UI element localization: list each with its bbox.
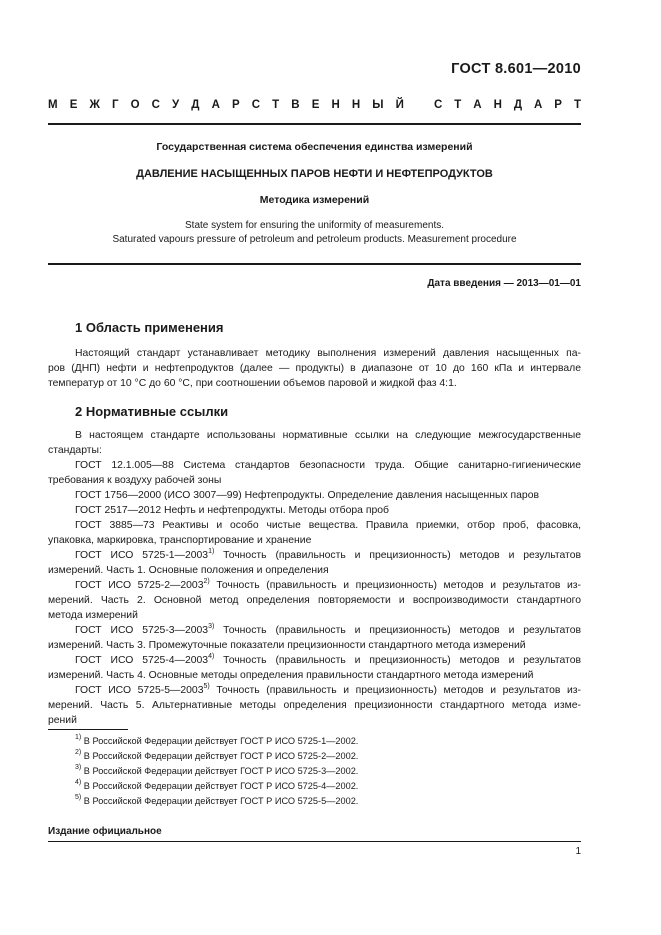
- footnote-text: В Российской Федерации действует ГОСТ Р ИСО 5725-4—2002.: [81, 781, 359, 791]
- banner-letter: У: [172, 99, 180, 111]
- text-line: рений: [48, 715, 77, 726]
- banner-letter: В: [291, 99, 300, 111]
- banner-letter: Т: [272, 99, 280, 111]
- banner-letter: Р: [554, 99, 562, 111]
- reference-code: ГОСТ ИСО 5725-4—2003: [75, 655, 209, 666]
- footnote-mark: 2): [75, 749, 82, 756]
- banner-letter: Ж: [89, 99, 100, 111]
- text-line: мерений. Часть 2. Основной метод определения повторяемости и воспроизводимости стандартного: [48, 595, 581, 606]
- banner-letter: Ы: [372, 99, 384, 111]
- english-title-line-2: Saturated vapours pressure of petroleum and petroleum products. Measurement procedure: [112, 234, 517, 245]
- banner-letter: Н: [351, 99, 361, 111]
- document-number: ГОСТ 8.601—2010: [451, 61, 581, 77]
- text-line: [48, 578, 581, 593]
- banner-letter: Й: [395, 99, 404, 111]
- banner-letter: А: [211, 99, 220, 111]
- footnote-mark: 2): [203, 578, 210, 585]
- text-line: метода измерений: [48, 610, 138, 621]
- footnote-text: В Российской Федерации действует ГОСТ Р ИСО 5725-1—2002.: [81, 736, 359, 746]
- banner-letter: С: [434, 99, 443, 111]
- reference-title: Точность (правильность и прецизионность) методов и результатов: [214, 550, 581, 561]
- banner-letter: С: [151, 99, 160, 111]
- reference-title: Точность (правильность и прецизионность) методов и результатов из-: [209, 685, 582, 696]
- footnote-text: В Российской Федерации действует ГОСТ Р ИСО 5725-3—2002.: [81, 766, 359, 776]
- text-line: Настоящий стандарт устанавливает методику выполнения измерений давления насыщенных па-: [75, 348, 581, 359]
- text-line: [48, 683, 581, 698]
- banner-letter: Н: [331, 99, 340, 111]
- text-line: температур от 10 °С до 60 °С, при соотношении объемов паровой и жидкой фаз 4:1.: [48, 378, 457, 389]
- text-line: ГОСТ 12.1.005—88 Система стандартов безопасности труда. Общие санитарно-гигиенические: [75, 460, 581, 471]
- footnote-mark: 1): [75, 734, 82, 741]
- banner-letter: М: [48, 99, 58, 111]
- text-line: измерений. Часть 1. Основные положения и определения: [48, 565, 329, 576]
- section-2-heading: 2 Нормативные ссылки: [75, 404, 229, 419]
- text-line: измерений. Часть 3. Промежуточные показатели прецизионности стандартного метода измерений: [48, 640, 526, 651]
- edition-label: Издание официальное: [48, 826, 162, 837]
- text-line: В настоящем стандарте использованы нормативные ссылки на следующие межгосударственные: [75, 430, 581, 441]
- section-1-heading: 1 Область применения: [75, 320, 224, 335]
- introduction-date: Дата введения — 2013—01—01: [427, 278, 581, 289]
- banner-letter: А: [534, 99, 543, 111]
- document-subtitle: Методика измерений: [259, 194, 370, 206]
- footnote-mark: 4): [75, 779, 82, 786]
- footnote-mark: 5): [203, 683, 210, 690]
- banner-letter: Т: [573, 99, 581, 111]
- banner-letter: А: [473, 99, 482, 111]
- footnotes: [75, 734, 358, 809]
- footnote: [75, 749, 358, 764]
- reference-code: ГОСТ ИСО 5725-3—2003: [75, 625, 209, 636]
- text-line: ГОСТ 2517—2012 Нефть и нефтепродукты. Методы отбора проб: [75, 505, 389, 516]
- banner-letter: Т: [454, 99, 462, 111]
- banner-letter: Е: [69, 99, 78, 111]
- banner-letter: Н: [493, 99, 502, 111]
- banner-letter: Е: [311, 99, 320, 111]
- reference-title: Точность (правильность и прецизионность) методов и результатов: [214, 655, 581, 666]
- text-line: [48, 623, 581, 638]
- footnote: [75, 734, 358, 749]
- footnote-mark: 3): [75, 764, 82, 771]
- footnote: [75, 794, 358, 809]
- text-line: ров (ДНП) нефти и нефтепродуктов (далее — продукты) в диапазоне от 10 до 160 кПа и интервале: [48, 363, 581, 374]
- footnote-mark: 4): [208, 653, 215, 660]
- english-title-line-1: State system for ensuring the uniformity of measurements.: [185, 220, 444, 231]
- standard-word: [434, 99, 581, 111]
- interstate-word: [48, 99, 404, 111]
- system-title: Государственная система обеспечения единства измерений: [156, 141, 473, 153]
- footnote-text: В Российской Федерации действует ГОСТ Р ИСО 5725-5—2002.: [81, 796, 359, 806]
- text-line: требования к воздуху рабочей зоны: [48, 475, 222, 486]
- footnote: [75, 779, 358, 794]
- footer-divider: [48, 841, 581, 842]
- footnote-mark: 1): [208, 548, 215, 555]
- section-1-body: [48, 346, 581, 391]
- reference-title: Точность (правильность и прецизионность) методов и результатов: [214, 625, 581, 636]
- footnote: [75, 764, 358, 779]
- document-title: ДАВЛЕНИЕ НАСЫЩЕННЫХ ПАРОВ НЕФТИ И НЕФТЕПРОДУКТОВ: [136, 168, 493, 180]
- banner-letter: Р: [231, 99, 240, 111]
- reference-code: ГОСТ ИСО 5725-1—2003: [75, 550, 209, 561]
- text-line: [48, 548, 581, 563]
- text-line: измерений. Часть 4. Основные методы определения правильности стандартного метода измерений: [48, 670, 534, 681]
- footnote-mark: 3): [208, 623, 215, 630]
- top-divider: [48, 123, 581, 125]
- page-number: 1: [575, 846, 581, 857]
- reference-title: Точность (правильность и прецизионность) методов и результатов из-: [209, 580, 582, 591]
- reference-code: ГОСТ ИСО 5725-2—2003: [75, 580, 204, 591]
- banner-letter: О: [130, 99, 140, 111]
- footnote-separator: [48, 729, 128, 730]
- banner-letter: С: [251, 99, 261, 111]
- banner-letter: Д: [191, 99, 200, 111]
- text-line: стандарты:: [48, 445, 102, 456]
- banner-letter: Г: [111, 99, 119, 111]
- footnote-mark: 5): [75, 794, 82, 801]
- text-line: [48, 653, 581, 668]
- text-line: ГОСТ 1756—2000 (ИСО 3007—99) Нефтепродукты. Определение давления насыщенных паров: [75, 490, 540, 501]
- text-line: упаковка, маркировка, транспортирование и хранение: [48, 535, 312, 546]
- text-line: мерений. Часть 5. Альтернативные методы определения прецизионности стандартного метода изме-: [48, 700, 581, 711]
- footnote-text: В Российской Федерации действует ГОСТ Р ИСО 5725-2—2002.: [81, 751, 359, 761]
- section-2-body: [48, 428, 581, 728]
- standard-type-banner: [48, 99, 581, 111]
- text-line: ГОСТ 3885—73 Реактивы и особо чистые вещества. Правила приемки, отбор проб, фасовка,: [75, 520, 581, 531]
- title-divider: [48, 263, 581, 265]
- reference-code: ГОСТ ИСО 5725-5—2003: [75, 685, 204, 696]
- banner-letter: Д: [513, 99, 523, 111]
